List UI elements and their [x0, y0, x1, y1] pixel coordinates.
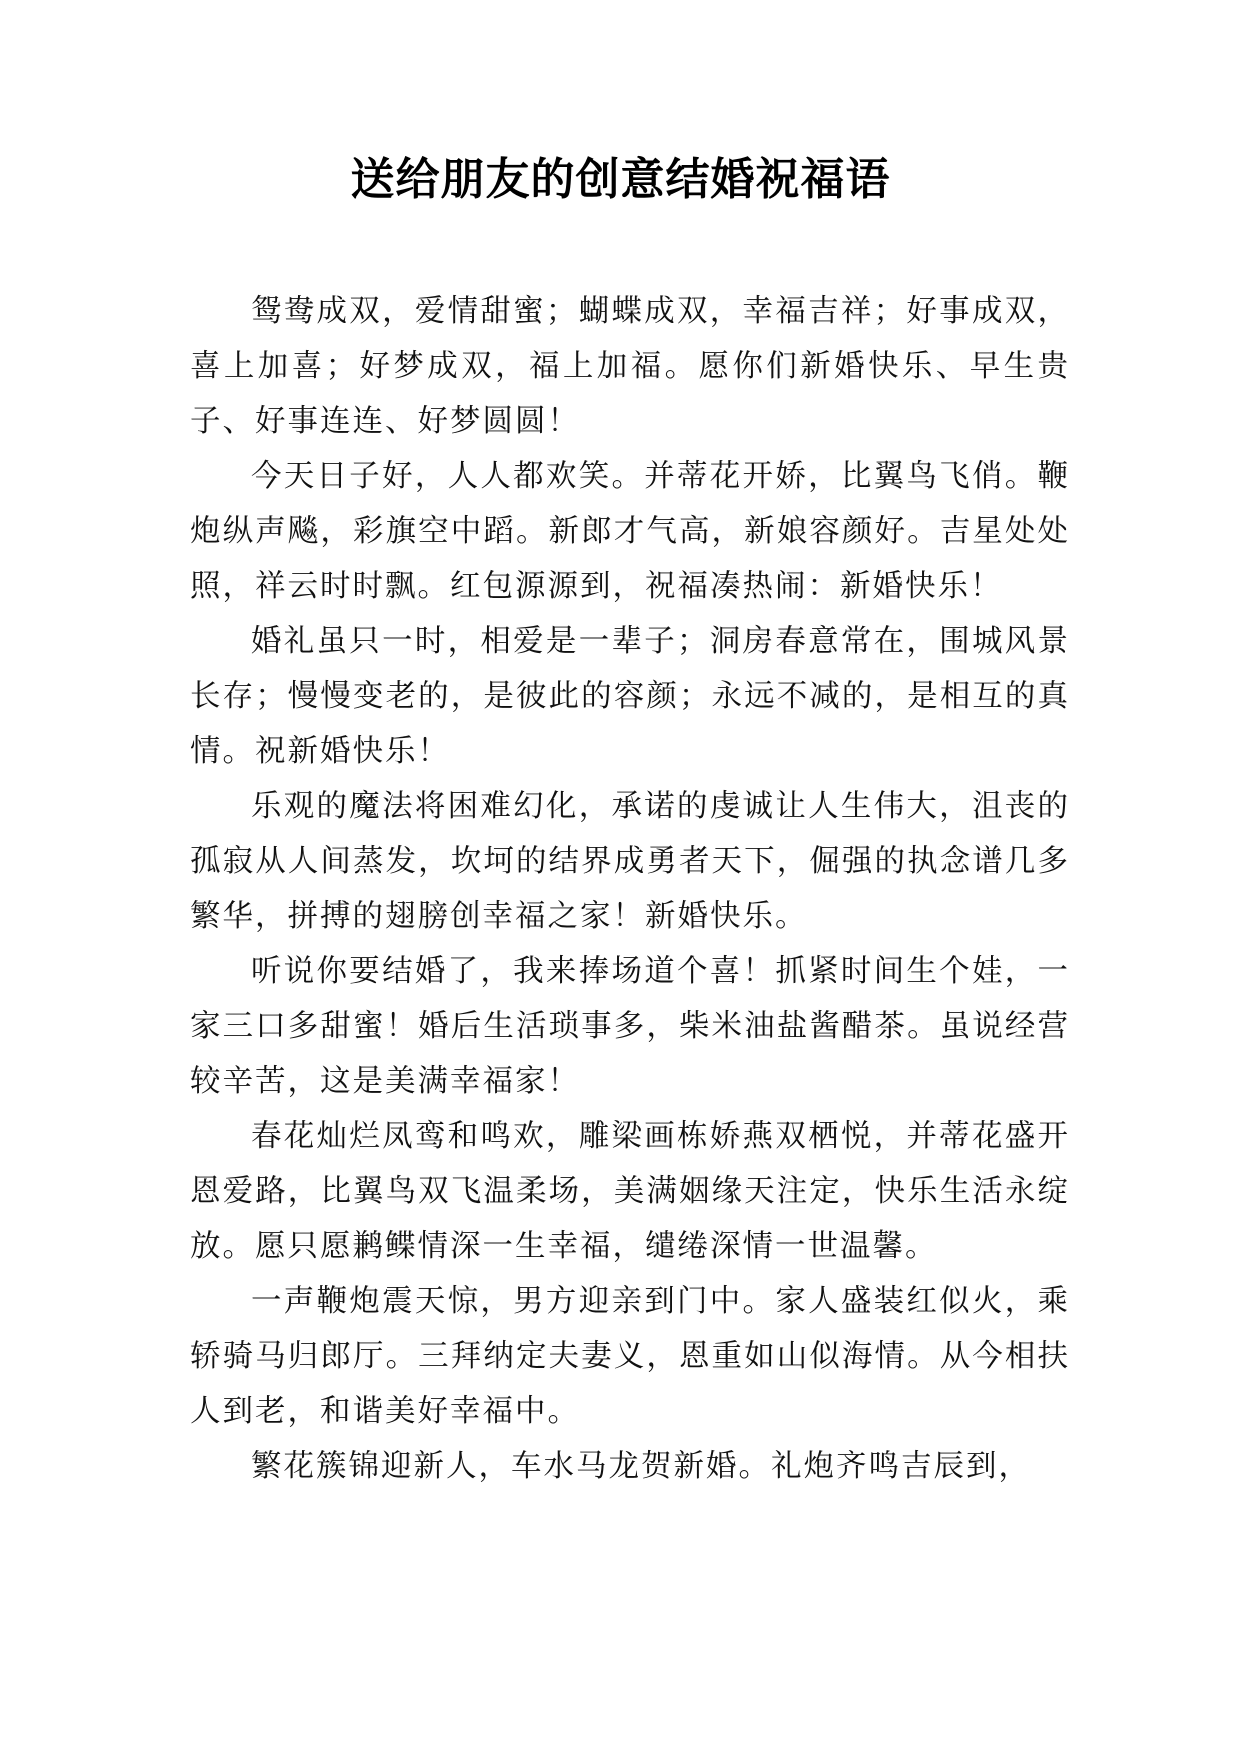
paragraph-6: 春花灿烂凤鸾和鸣欢，雕梁画栋娇燕双栖悦，并蒂花盛开恩爱路，比翼鸟双飞温柔场，美满姻缘天注定，快乐生活永绽放。愿只愿鹣鲽情深一生幸福，缱绻深情一世温馨。	[190, 1119, 1070, 1264]
paragraph-7: 一声鞭炮震天惊，男方迎亲到门中。家人盛装红似火，乘轿骑马归郎厅。三拜纳定夫妻义，恩重如山似海情。从今相扶人到老，和谐美好幸福中。	[190, 1284, 1070, 1429]
paragraph-1: 鸳鸯成双，爱情甜蜜；蝴蝶成双，幸福吉祥；好事成双，喜上加喜；好梦成双，福上加福。愿你们新婚快乐、早生贵子、好事连连、好梦圆圆！	[190, 294, 1070, 439]
document-title: 送给朋友的创意结婚祝福语	[350, 154, 891, 205]
document-body	[190, 284, 1070, 1494]
paragraph-5: 听说你要结婚了，我来捧场道个喜！抓紧时间生个娃，一家三口多甜蜜！婚后生活琐事多，柴米油盐酱醋茶。虽说经营较辛苦，这是美满幸福家！	[190, 954, 1070, 1099]
paragraph-3: 婚礼虽只一时，相爱是一辈子；洞房春意常在，围城风景长存；慢慢变老的，是彼此的容颜；永远不减的，是相互的真情。祝新婚快乐！	[190, 624, 1070, 769]
paragraph-8: 繁花簇锦迎新人，车水马龙贺新婚。礼炮齐鸣吉辰到，	[251, 1449, 1031, 1484]
paragraph-4: 乐观的魔法将困难幻化，承诺的虔诚让人生伟大，沮丧的孤寂从人间蒸发，坎坷的结界成勇者天下，倔强的执念谱几多繁华，拼搏的翅膀创幸福之家！新婚快乐。	[190, 789, 1070, 934]
paragraph-2: 今天日子好，人人都欢笑。并蒂花开娇，比翼鸟飞俏。鞭炮纵声飚，彩旗空中蹈。新郎才气高，新娘容颜好。吉星处处照，祥云时时飘。红包源源到，祝福凑热闹：新婚快乐！	[190, 459, 1070, 604]
